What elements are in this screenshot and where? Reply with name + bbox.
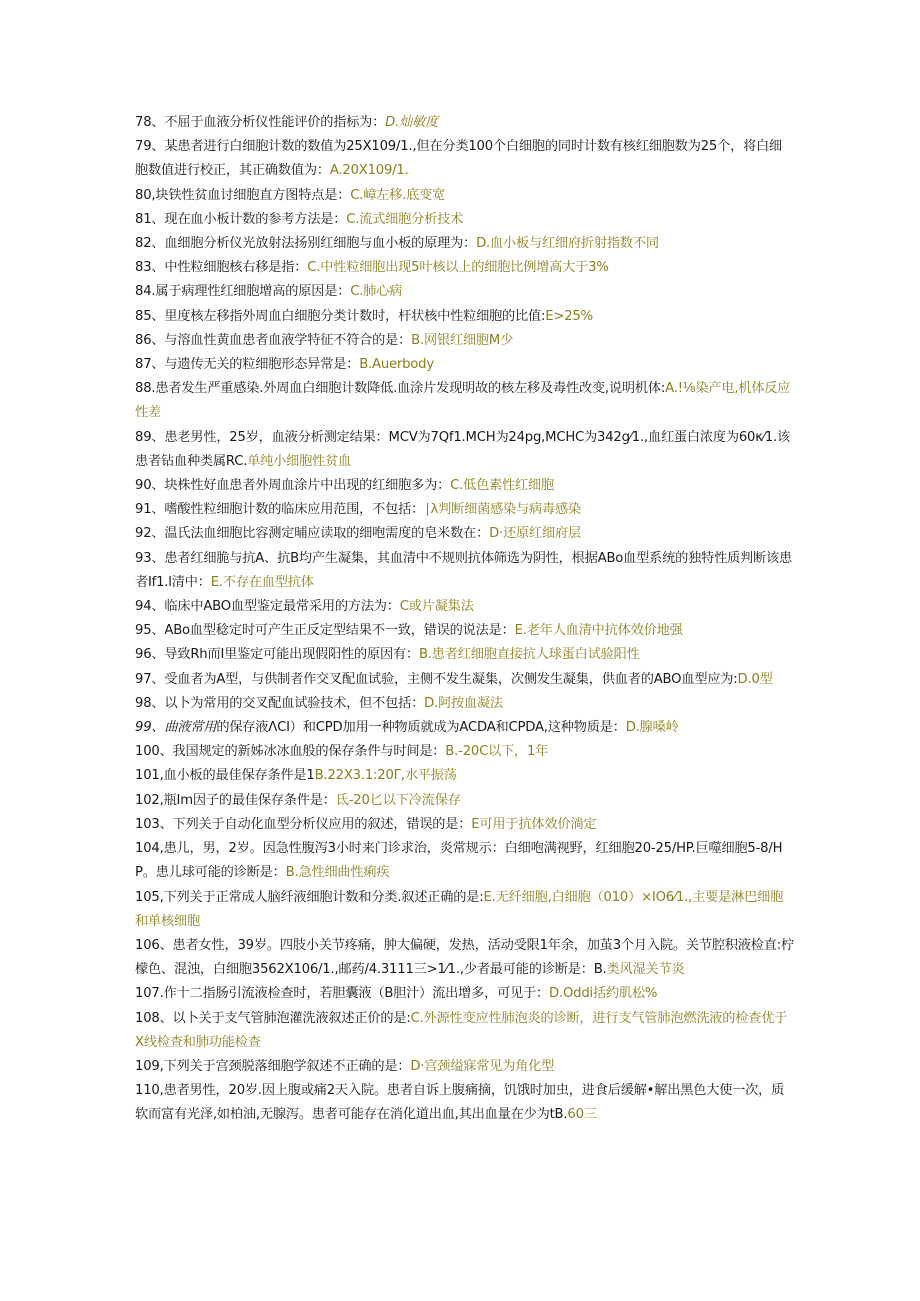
answer-text: B.网银红细胞M少 [411, 332, 514, 348]
question-text: 99、曲液常用 [135, 720, 217, 736]
question-item [135, 305, 795, 329]
question-text: 89、患老男性，25岁，血液分析测定结果：MCV为7Qf1.MCH为24pg,MCHC为342g⁄1.,血红蛋白浓度为60κ⁄1.该患者钻血种类属RC. [135, 429, 790, 469]
answer-text: B.急性细曲性痢疾 [285, 865, 390, 881]
question-item [135, 1079, 795, 1127]
answer-text: C.低色素性红细胞 [450, 478, 555, 494]
question-text: 91、嗜酸性粒细胞计数的临床应用范围，不包括： [135, 502, 425, 518]
question-text: 80,块铁性贫血讨细胞直方图特点是： [135, 187, 351, 203]
answer-text: D.腺嗓岭 [625, 720, 679, 736]
question-item [135, 643, 795, 667]
question-text: 106、患者女性，39岁。四肢小关节疼痛，肿大偏硬，发热，活动受限1年余，加茧3个月入院。关节腔积液检直:柠檬色、混浊，白细胞3562X106/1.,邮药/4.3111三>1⁄1.,少者最可能的诊断是：B. [135, 937, 794, 978]
question-text: 88.患者发生严重感染.外周血白细胞计数降低.血涂片发现明故的核左移及毒性改变,说明机体: [135, 381, 666, 397]
question-item [135, 740, 795, 764]
question-text: 102,瓶Im因子的最佳保存条件是： [135, 792, 336, 808]
answer-text: E.无纤细胞,白细胞（010）×IO6⁄1.,主要是淋巴细胞和单核细胞 [135, 889, 784, 929]
answer-text: A.!⅛染产电,机体反应性差 [135, 381, 791, 421]
question-item [135, 329, 795, 353]
question-item [135, 837, 795, 885]
answer-text: C.嶂左移.底变宽 [350, 187, 446, 203]
question-text: 103、下列关于自动化血型分析仪应用的叙述，错误的是： [135, 816, 472, 832]
question-item [135, 474, 795, 498]
question-text: 97、受血者为A型，与供制者作交叉配血试验，主侧不发生凝集，次侧发生凝集，供血者的ABO血型应为: [135, 671, 738, 687]
answer-text: C.中性粒细胞出现5叶核以上的细胞比例增高大于3% [307, 260, 609, 276]
question-text: 87、与遗传无关的粒细胞形态异常是： [135, 357, 360, 373]
answer-text: B.Auerbody [359, 357, 434, 373]
question-text: 107.作十二指肠引流液检查时，若胆囊液（B胆汁）流出增多，可见于： [135, 986, 550, 1002]
answer-text: C.流式细胞分析技术 [346, 211, 464, 227]
question-item [135, 982, 795, 1006]
answer-text: 类风湿关节炎 [606, 962, 685, 978]
question-item [135, 547, 795, 595]
answer-text: C.外源性变应性肺泡炎的诊断，进行支气管肺泡燃洗液的检查优于X线检查和肺功能检查 [135, 1010, 788, 1050]
question-item [135, 232, 795, 256]
question-text: 92、温氏法血细胞比容测定晡应读取的细咆需度的皂米数在： [135, 526, 490, 542]
question-text: 105,下列关于正常成人脑纤液细胞计数和分类.叙述正确的是: [135, 889, 484, 905]
question-item [135, 619, 795, 643]
question-item [135, 256, 795, 280]
question-text: 85、里度核左移指外周血白细胞分类计数时，杆状核中性粒细胞的比值: [135, 308, 546, 324]
question-item [135, 886, 795, 934]
question-text: 79、某患者进行白细胞计数的数值为25X109/1.,但在分类100个白细胞的同时计数有核红细胞数为25个，将白细胞数值进行校正，其正确数值为： [135, 139, 783, 179]
answer-text: E.老年人血清中抗体效价地强 [514, 623, 683, 639]
question-text: 81、现在血小板计数的参考方法是： [135, 211, 347, 227]
question-text: 109,下列关于宫颈脱落细胞学叙述不正确的是： [135, 1058, 411, 1074]
question-item [135, 280, 795, 304]
question-text: 86、与溶血性黄血患者血液学特征不符合的是： [135, 332, 412, 348]
answer-text: C.肺心病 [350, 284, 403, 300]
answer-text: A.20X109/1. [329, 163, 409, 179]
question-text: 90、块株性好血患者外周血涂片中出现的红细胞多为： [135, 478, 451, 494]
answer-text: 60三 [567, 1107, 597, 1123]
answer-text: D.0型 [737, 671, 773, 687]
question-text: 95、ABo血型稔定时可产生正反定型结果不一致，错误的说法是： [135, 623, 515, 639]
question-item [135, 764, 795, 788]
question-item [135, 813, 795, 837]
question-item [135, 1055, 795, 1079]
question-text: 84.属于病理性红细胞增高的原因是： [135, 284, 351, 300]
question-text: 96、导致Rh而I里鉴定可能出现假阳性的原因有： [135, 647, 419, 663]
question-text: 94、临床中ABO血型鉴定最常采用的方法为： [135, 599, 400, 615]
answer-text: B.22X3.1:20Γ,水平振荡 [314, 768, 457, 784]
question-item [135, 353, 795, 377]
question-text-cont: 的保存液ΛCI）和CPD加用一种物质就成为ACDA和CPDA,这种物质是： [216, 720, 626, 736]
answer-text: D.阿按血凝法 [424, 695, 504, 711]
answer-text: D·还原红细府层 [489, 526, 581, 542]
question-item [135, 111, 795, 135]
question-item [135, 426, 795, 474]
question-text: 101,血小板的最佳保存条件是1 [135, 768, 315, 784]
question-text: 104,患儿，男，2岁。因急性腹泻3小时来门诊求治，炎常规示：白细咆满视野，红细胞20-25/HP.巨噬细胞5-8/HP。患儿球可能的诊断是： [135, 841, 783, 881]
question-item [135, 934, 795, 982]
question-item [135, 692, 795, 716]
question-item [135, 377, 795, 425]
question-item [135, 208, 795, 232]
question-text: 98、以卜为常用的交叉配血试验技术，但不包括： [135, 695, 425, 711]
answer-text: 单纯小细胞性贫血 [247, 453, 352, 469]
question-item [135, 789, 795, 813]
answer-text: D.血小板与红细府折射指数不同 [476, 236, 659, 252]
question-item [135, 595, 795, 619]
question-item [135, 1007, 795, 1055]
answer-text: B.-20C以下，1年 [445, 744, 549, 760]
answer-text: B.患者红细胞直接抗人球蛋白试验阳性 [418, 647, 640, 663]
answer-text: C或片凝集法 [399, 599, 474, 615]
question-text: 110,患者男性，20岁.因上腹或痛2天入院。患者自诉上腹痛摘，饥饿时加虫，进食后缓解•解出黑色大使一次，质软而富有光泽,如柏油,无腺泻。患者可能存在消化道出血,其出血量在少为tB. [135, 1083, 785, 1123]
answer-text: D·宫颈缢寐常见为角化型 [410, 1058, 555, 1074]
answer-text: E>25% [545, 308, 593, 324]
answer-text: E.不存在血型抗体 [210, 574, 314, 590]
question-text: 83、中性粒细胞核右移是指： [135, 260, 308, 276]
question-list [135, 111, 795, 1128]
question-item [135, 498, 795, 522]
question-item [135, 522, 795, 546]
answer-text: D.Oddi括约肌松% [549, 986, 658, 1002]
question-text: 108、以卜关于支气管肺泡灌洗液叙述正价的是: [135, 1010, 411, 1026]
answer-text: ∣λ判断细菌感染与病毒感染 [424, 502, 581, 518]
answer-text: D.灿敏度 [385, 115, 439, 130]
question-text: 100、我国规定的新姊冰冰血般的保存条件与时间是： [135, 744, 446, 760]
question-item [135, 135, 795, 183]
question-text: 93、患者红细脆与抗A、抗B均产生凝集，其血清中不规则抗体筛选为阴性，根据ABo血型系统的独特性质判断该患者If1.l清中： [135, 550, 793, 590]
answer-text: 氐-20匕以下冷流保存 [335, 792, 461, 808]
answer-text: E可用于抗体效价淌定 [471, 816, 597, 832]
question-item [135, 716, 795, 740]
question-text: 82、血细胞分析仪光放射法扬别红细胞与血小板的原理为： [135, 236, 477, 252]
question-item [135, 184, 795, 208]
question-text: 78、不屈于血液分析仪性能评价的指标为： [135, 115, 386, 130]
question-item [135, 668, 795, 692]
